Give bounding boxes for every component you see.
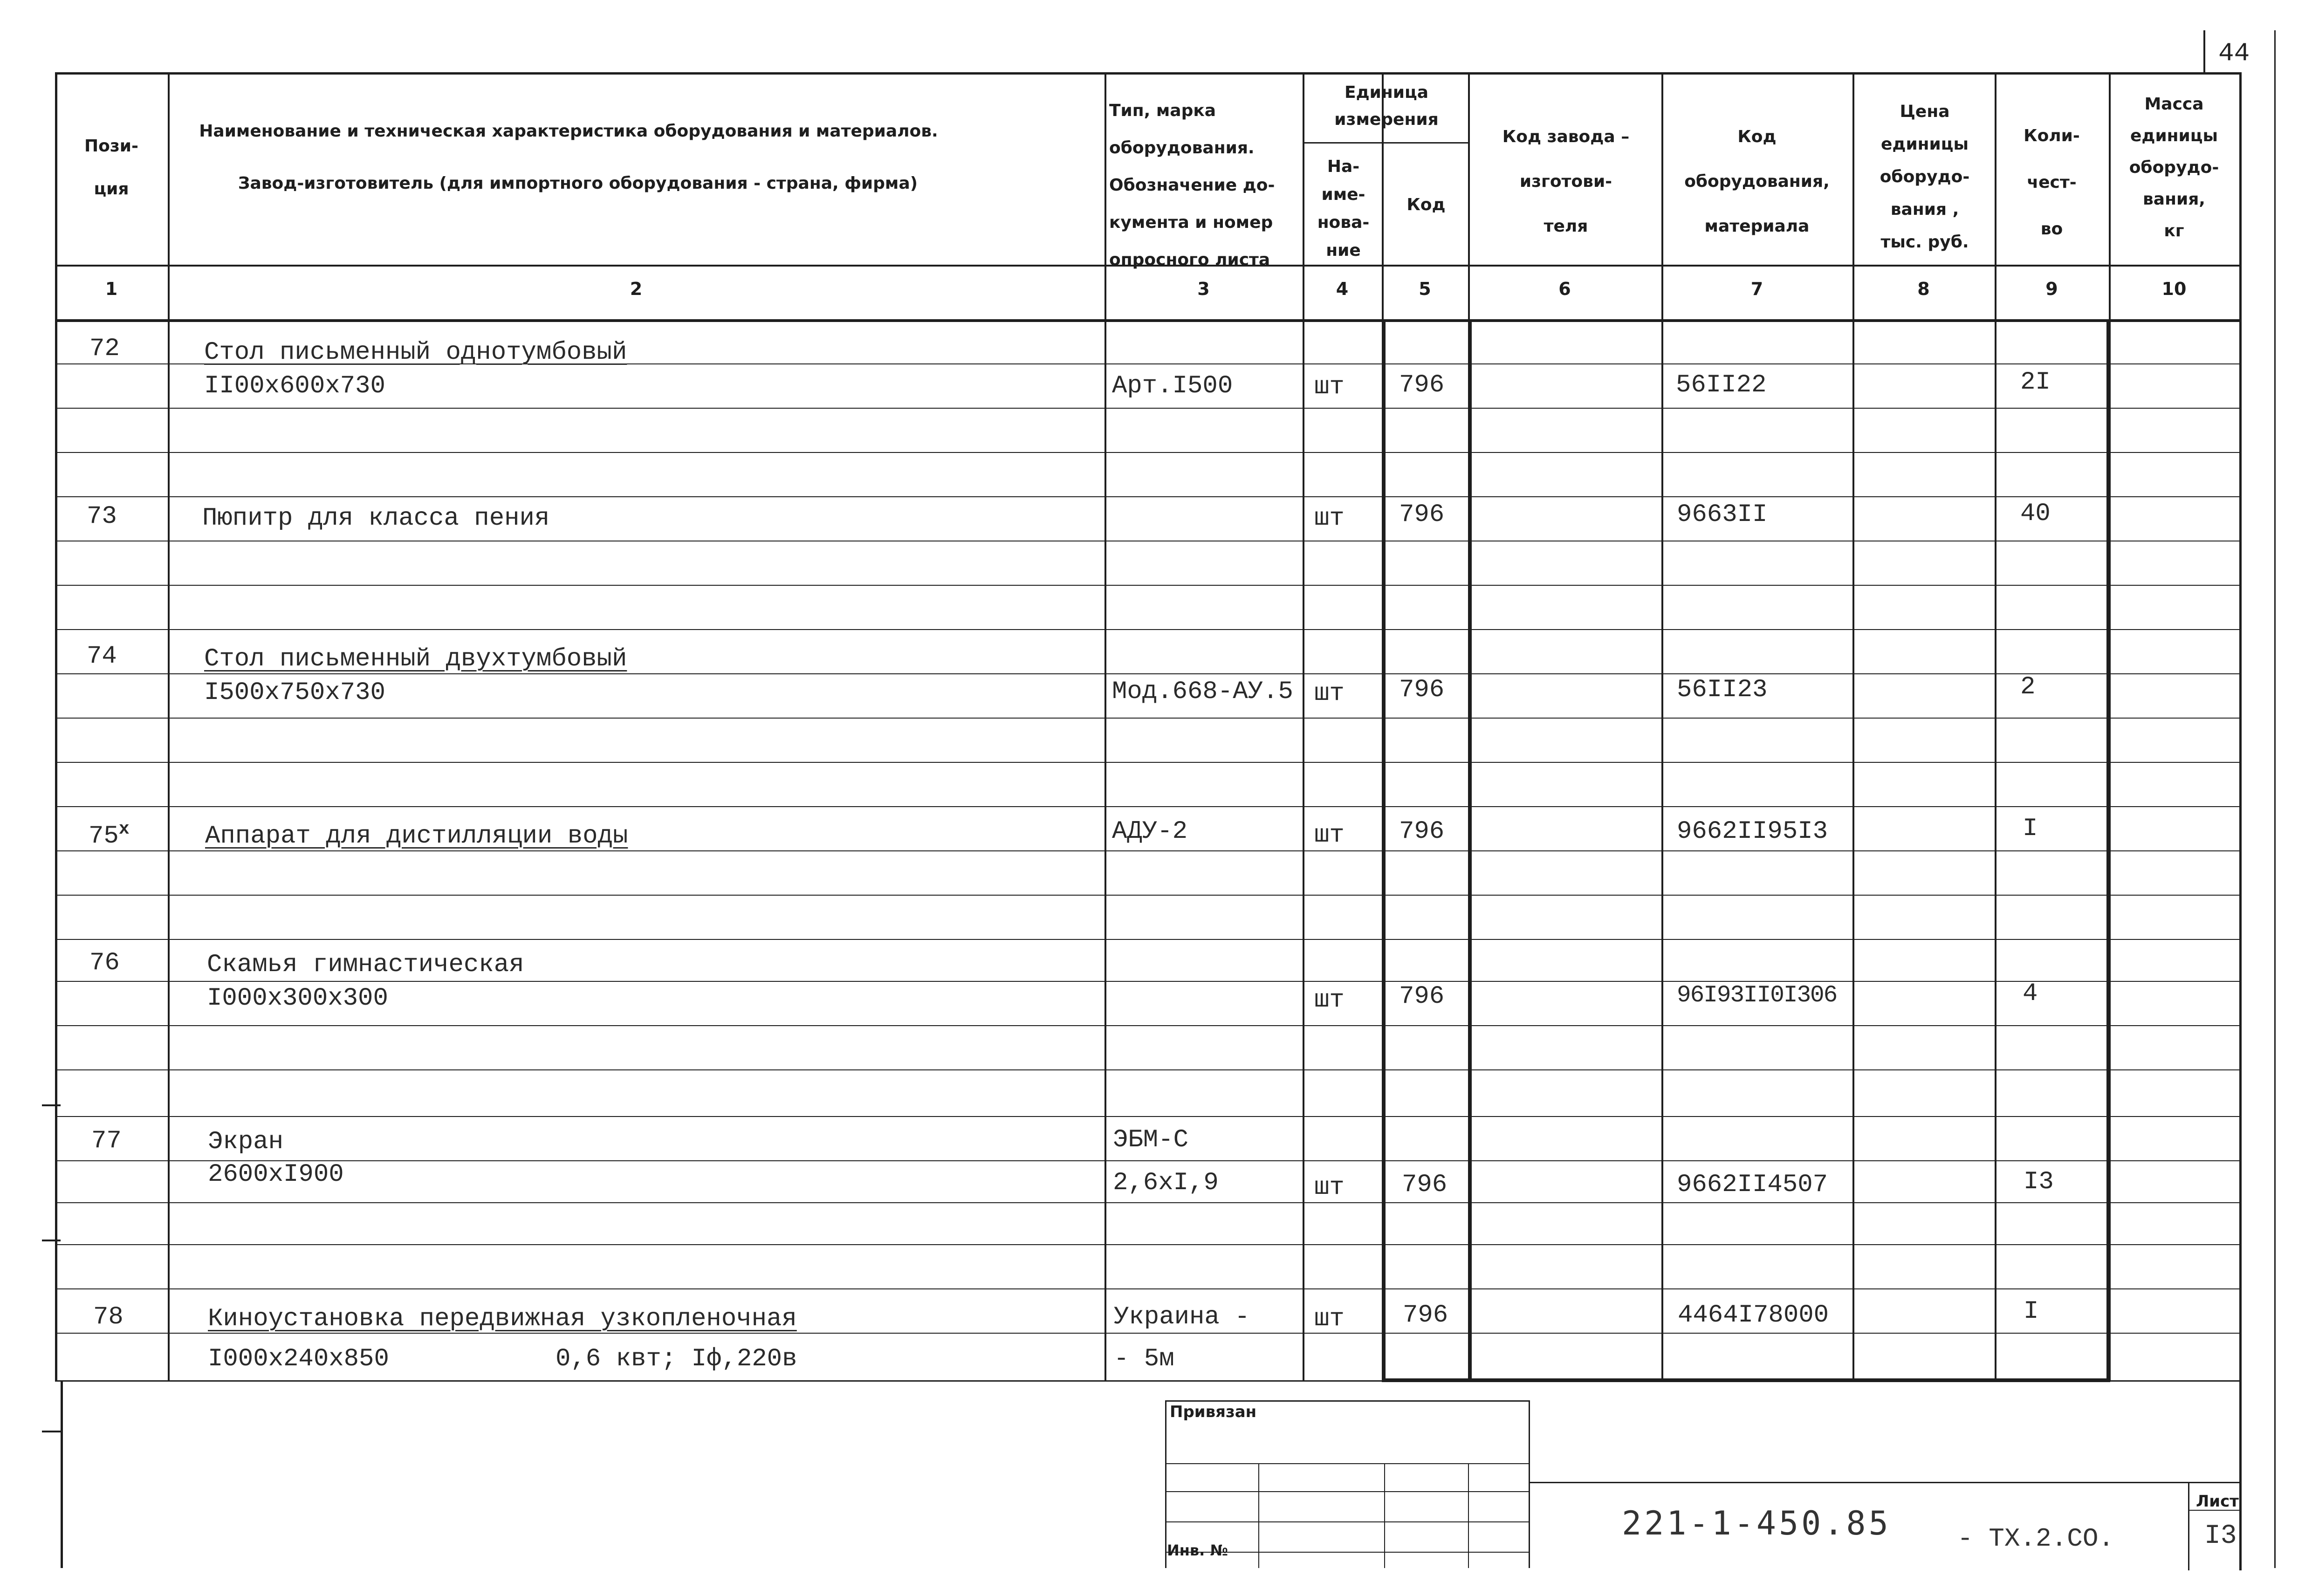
row-rule <box>55 408 2239 409</box>
row-78-position: 78 <box>93 1303 123 1331</box>
row-rule <box>55 1025 2239 1026</box>
header-name-line2: Завод-изготовитель (для импортного оборудования - страна, фирма) <box>238 174 918 193</box>
row-rule <box>55 895 2239 896</box>
col-number-3: 3 <box>1197 279 1210 299</box>
column-rule <box>168 72 170 1382</box>
row-73-equip-code: 9663II <box>1677 500 1768 529</box>
row-78-unit: шт <box>1314 1305 1345 1333</box>
row-74-quantity: 2 <box>2020 673 2036 701</box>
row-rule <box>55 1069 2239 1070</box>
row-72-name: Стол письменный однотумбовый <box>204 338 627 367</box>
margin-tick <box>42 1431 61 1432</box>
row-rule <box>55 762 2239 763</box>
col-number-4: 4 <box>1336 279 1349 299</box>
stamp-rule <box>1384 1463 1385 1568</box>
stamp-rule <box>1165 1400 1166 1568</box>
row-75-name: Аппарат для дистилляции воды <box>205 822 628 850</box>
margin-tick <box>42 1104 61 1106</box>
row-76-size: I000x300x300 <box>207 984 388 1013</box>
inventory-label: Инв. № <box>1167 1541 1228 1559</box>
row-72-type: Арт.I500 <box>1112 372 1233 400</box>
sheet-label: Лист <box>2196 1492 2239 1511</box>
row-rule <box>55 629 2239 630</box>
stamp-rule <box>1468 1463 1469 1568</box>
stamp-rule <box>2188 1482 2189 1570</box>
header-price: Цена единицы оборудо- вания , тыс. руб. <box>1880 102 1970 252</box>
row-72-position: 72 <box>89 335 120 363</box>
row-rule <box>55 1160 2239 1161</box>
row-76-unit: шт <box>1314 986 1345 1014</box>
stamp-rule <box>1258 1463 1259 1568</box>
row-74-unit: шт <box>1314 679 1345 708</box>
row-77-equip-code: 9662II4507 <box>1677 1171 1828 1199</box>
row-rule <box>55 585 2239 586</box>
row-78-name: Киноустановка передвижная узкопленочная <box>208 1305 797 1333</box>
header-name-line1: Наименование и техническая характеристика оборудования и материалов. <box>199 122 938 141</box>
page-number-box-rule <box>2203 30 2205 75</box>
row-rule <box>55 718 2239 719</box>
row-73-name: Пюпитр для класса пения <box>202 504 550 533</box>
row-78-power: 0,6 квт; Iф,220в <box>556 1345 797 1373</box>
row-78-type-size: - 5м <box>1114 1345 1174 1373</box>
row-75-position <box>89 819 130 850</box>
sheet-number: I3 <box>2204 1521 2237 1551</box>
row-72-equip-code: 56II22 <box>1676 371 1767 399</box>
col-number-1: 1 <box>105 279 118 299</box>
row-76-equip-code: 96I93II0I306 <box>1677 982 1837 1009</box>
row-77-position: 77 <box>91 1127 122 1155</box>
col-number-6: 6 <box>1558 279 1571 299</box>
column-rule <box>1105 72 1106 1382</box>
row-76-name: Скамья гимнастическая <box>207 951 524 979</box>
header-quantity: Коли- чест- во <box>2024 126 2080 239</box>
left-border-lower <box>61 1382 63 1568</box>
row-78-unit-code: 796 <box>1403 1301 1448 1329</box>
stamp-rule <box>1165 1491 1529 1492</box>
row-73-quantity: 40 <box>2020 500 2051 528</box>
header-mass: Масса единицы оборудо- вания, кг <box>2129 95 2219 240</box>
row-rule <box>55 806 2239 807</box>
margin-tick <box>42 1240 61 1241</box>
stamp-rule <box>1165 1521 1529 1522</box>
stamp-rule <box>1165 1400 1529 1402</box>
row-rule <box>55 1288 2239 1289</box>
row-77-size: 2600xI900 <box>208 1160 344 1189</box>
row-rule <box>55 1244 2239 1245</box>
row-72-size: II00x600x730 <box>204 372 385 400</box>
row-74-position: 74 <box>87 642 117 671</box>
row-73-unit-code: 796 <box>1399 500 1445 529</box>
row-78-type: Украина - <box>1114 1303 1250 1331</box>
col-number-2: 2 <box>630 279 643 299</box>
table-top-border <box>55 72 2239 75</box>
stamp-rule <box>1529 1400 1530 1568</box>
column-rule <box>1661 72 1663 1382</box>
row-77-name: Экран <box>208 1128 284 1156</box>
row-rule <box>55 981 2239 982</box>
document-code: 221-1-450.85 <box>1622 1504 1891 1542</box>
column-rule <box>1303 72 1304 1382</box>
column-number-bottom-rule <box>55 319 2239 322</box>
row-78-quantity: I <box>2024 1297 2039 1326</box>
col-number-5: 5 <box>1419 279 1431 299</box>
header-plant-code: Код завода – изготови- теля <box>1502 127 1630 236</box>
row-rule <box>55 496 2239 497</box>
document-suffix: - ТХ.2.СО. <box>1957 1524 2114 1554</box>
row-77-quantity: I3 <box>2024 1168 2054 1196</box>
right-margin-rule <box>2274 30 2276 1568</box>
col-number-7: 7 <box>1750 279 1763 299</box>
row-74-equip-code: 56II23 <box>1677 676 1768 704</box>
row-75-unit: шт <box>1314 821 1345 849</box>
row-73-position: 73 <box>87 502 117 531</box>
table-bottom-rule <box>55 1380 2239 1382</box>
row-72-quantity: 2I <box>2020 368 2051 397</box>
row-75-equip-code: 9662II95I3 <box>1677 817 1828 846</box>
left-border <box>55 72 57 1382</box>
row-74-name: Стол письменный двухтумбовый <box>204 645 627 673</box>
row-75-quantity: I <box>2023 815 2038 843</box>
right-border <box>2239 72 2242 1570</box>
row-72-unit-code: 796 <box>1399 371 1445 399</box>
row-rule <box>55 1202 2239 1203</box>
header-unit-name: На- име- нова- ние <box>1317 157 1370 260</box>
row-77-unit-code: 796 <box>1402 1171 1448 1199</box>
header-equip-code: Код оборудования, материала <box>1684 127 1830 236</box>
header-unit-group: Единица измерения <box>1334 83 1439 129</box>
row-74-unit-code: 796 <box>1399 676 1445 704</box>
row-75-type: АДУ-2 <box>1112 817 1188 846</box>
col-number-9: 9 <box>2045 279 2058 299</box>
row-rule <box>55 939 2239 940</box>
row-78-size: I000x240x850 <box>208 1345 389 1373</box>
row-rule <box>55 850 2239 851</box>
row-rule <box>55 1116 2239 1117</box>
row-77-unit: шт <box>1314 1173 1345 1202</box>
header-unit-code: Код <box>1406 195 1446 214</box>
row-74-size: I500x750x730 <box>204 678 385 707</box>
row-75-position-number: 75 <box>89 822 119 850</box>
header-type: Тип, марка оборудования. Обозначение до- кумента и номер опросного листа <box>1109 101 1275 269</box>
row-78-equip-code: 4464I78000 <box>1678 1301 1829 1329</box>
column-rule <box>1995 72 1996 1382</box>
row-75-position-mark: x <box>118 819 130 839</box>
bound-label: Привязан <box>1170 1403 1257 1421</box>
unit-subheader-rule <box>1303 142 1468 144</box>
col-number-10: 10 <box>2161 279 2187 299</box>
row-76-quantity: 4 <box>2023 980 2038 1008</box>
page-number: 44 <box>2218 38 2250 68</box>
row-76-position: 76 <box>89 949 120 977</box>
row-75-unit-code: 796 <box>1399 817 1445 846</box>
row-72-unit: шт <box>1314 373 1345 401</box>
row-74-type: Мод.668-АУ.5 <box>1112 678 1293 706</box>
row-77-type-size: 2,6xI,9 <box>1113 1169 1219 1197</box>
row-73-unit: шт <box>1314 504 1345 533</box>
stamp-rule <box>1529 1482 2239 1483</box>
column-rule <box>1852 72 1854 1382</box>
col-number-8: 8 <box>1917 279 1930 299</box>
row-76-unit-code: 796 <box>1399 982 1445 1011</box>
header-position: Пози- ция <box>84 137 138 199</box>
row-rule <box>55 673 2239 674</box>
row-rule <box>55 452 2239 453</box>
row-77-type: ЭБМ-С <box>1113 1126 1189 1154</box>
stamp-rule <box>1165 1463 1529 1464</box>
